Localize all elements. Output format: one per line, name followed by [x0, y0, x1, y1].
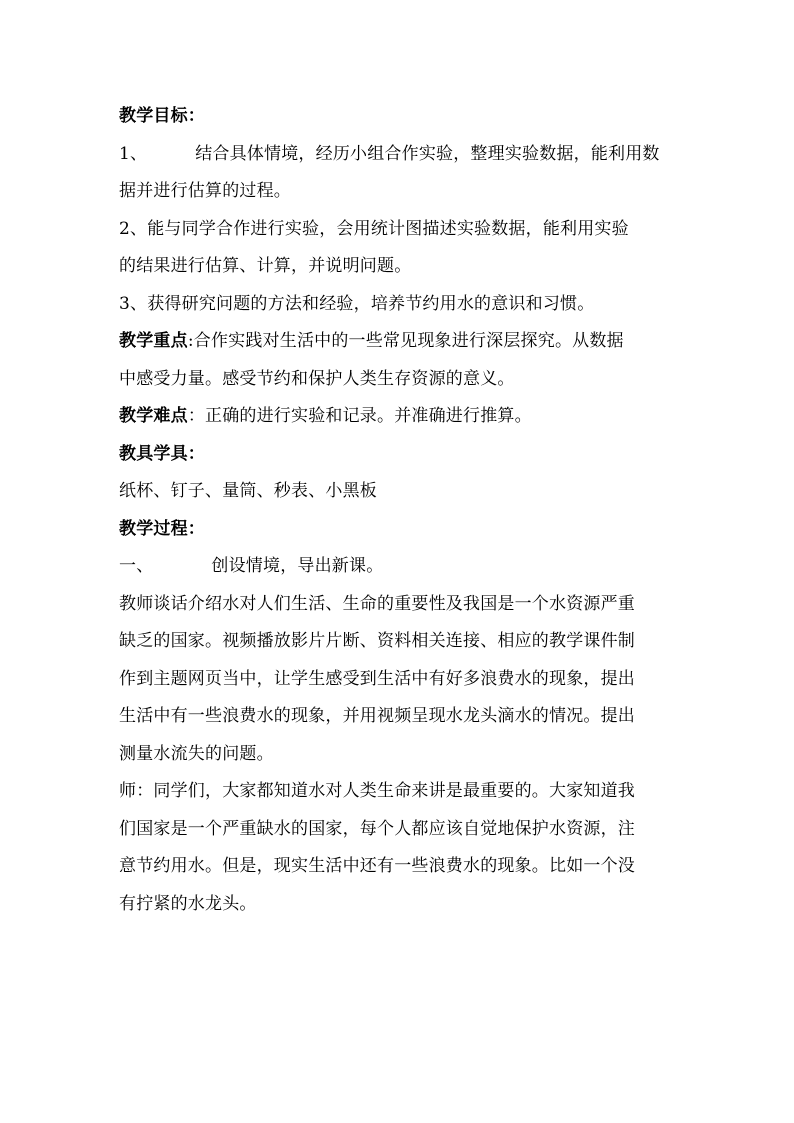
difficulty-text: ：正确的进行实验和记录。并准确进行推算。: [187, 406, 532, 426]
objective-1-number: 1、: [119, 143, 148, 164]
tools-list: 纸杯、钉子、量筒、秒表、小黑板: [119, 481, 377, 501]
objective-3: 3、获得研究问题的方法和经验，培养节约用水的意识和习惯。: [119, 293, 595, 314]
paragraph-2-line-1: 师：同学们，大家都知道水对人类生命来讲是最重要的。大家知道我: [119, 781, 635, 801]
paragraph-2-line-4: 有拧紧的水龙头。: [119, 893, 257, 914]
objective-1-line-2: 据并进行估算的过程。: [119, 181, 291, 201]
tools-heading: 教具学具：: [119, 443, 205, 464]
paragraph-1-line-1: 教师谈话介绍水对人们生活、生命的重要性及我国是一个水资源严重: [119, 593, 635, 614]
document-body: [119, 98, 681, 923]
key-points-line-2: 中感受力量。感受节约和保护人类生存资源的意义。: [119, 368, 515, 389]
process-heading: 教学过程：: [119, 518, 205, 539]
difficulty-label: 教学难点: [119, 406, 188, 426]
key-points-label: 教学重点: [119, 331, 188, 351]
paragraph-2-line-3: 意节约用水。但是，现实生活中还有一些浪费水的现象。比如一个没: [119, 856, 635, 876]
key-points-line-1: [119, 323, 681, 361]
paragraph-1-line-3: 作到主题网页当中，让学生感受到生活中有好多浪费水的现象，提出: [119, 668, 635, 689]
objectives-heading: 教学目标：: [119, 106, 205, 126]
objective-2-line-2: 的结果进行估算、计算，并说明问题。: [119, 256, 412, 276]
paragraph-2-line-2: 们国家是一个严重缺水的国家，每个人都应该自觉地保护水资源，注: [119, 818, 635, 839]
key-points-text: :合作实践对生活中的一些常见现象进行深层探究。从数据: [187, 331, 624, 351]
objective-1-line-1: [119, 136, 681, 174]
paragraph-1-line-2: 缺乏的国家。视频播放影片片断、资料相关连接、相应的教学课件制: [119, 631, 635, 651]
section-1-number: 一、: [119, 556, 154, 576]
paragraph-1-line-5: 测量水流失的问题。: [119, 743, 274, 764]
section-1-title: 创设情境，导出新课。: [211, 556, 384, 576]
difficulty-line: [119, 398, 681, 436]
objective-1-text: 结合具体情境，经历小组合作实验，整理实验数据，能利用数: [195, 143, 660, 164]
section-1-title-line: [119, 548, 681, 586]
objective-2-line-1: 2、能与同学合作进行实验，会用统计图描述实验数据，能利用实验: [119, 218, 629, 239]
paragraph-1-line-4: 生活中有一些浪费水的现象，并用视频呈现水龙头滴水的情况。提出: [119, 706, 635, 726]
